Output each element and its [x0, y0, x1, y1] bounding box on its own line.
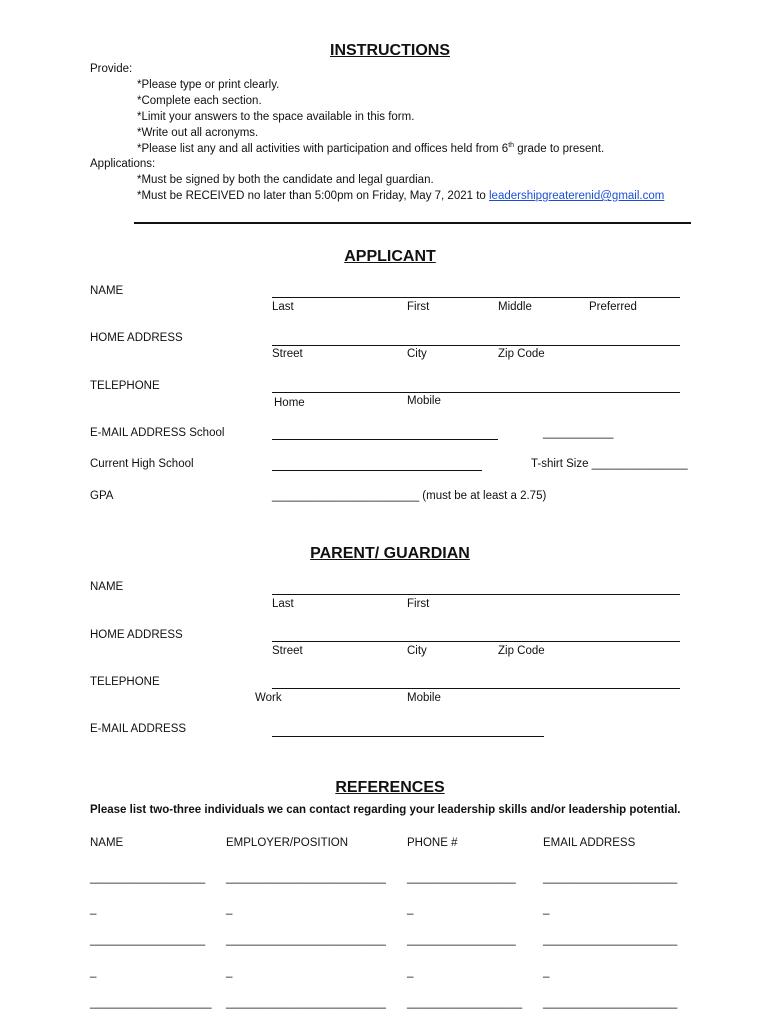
applicant-address-field[interactable]	[272, 345, 680, 346]
applicant-school-email-field[interactable]	[272, 439, 498, 440]
ref-email-field[interactable]: _____________________	[543, 934, 678, 946]
provide-label: Provide:	[90, 63, 133, 75]
current-high-school-field[interactable]	[272, 470, 482, 471]
references-intro: Please list two-three individuals we can contact regarding your leadership skills and/or leadership potential.	[90, 804, 681, 816]
field-sub-label: Work	[255, 692, 282, 704]
parent-name-field[interactable]	[272, 594, 680, 595]
application-item: *Must be signed by both the candidate and legal guardian.	[137, 174, 434, 186]
field-sub-label: First	[407, 301, 430, 313]
applications-label: Applications:	[90, 158, 156, 170]
field-sub-label: Zip Code	[498, 645, 545, 657]
applicant-name-label: NAME	[90, 285, 124, 297]
field-sub-label: Home	[274, 397, 305, 409]
gpa-label: GPA	[90, 490, 114, 502]
ref-phone-field[interactable]: _	[407, 966, 414, 978]
ref-employer-field[interactable]: _________________________	[226, 934, 386, 946]
parent-email-field[interactable]	[272, 736, 544, 737]
ref-phone-field[interactable]: _________________	[407, 934, 516, 946]
applicant-name-field[interactable]	[272, 297, 680, 298]
references-title: REFERENCES	[335, 779, 445, 796]
field-sub-label: Mobile	[407, 395, 441, 407]
ref-name-field[interactable]: __________________	[90, 872, 206, 884]
instruction-item: *Complete each section.	[137, 95, 262, 107]
field-sub-label: City	[407, 348, 427, 360]
contact-email-link[interactable]: leadershipgreaterenid@gmail.com	[489, 190, 665, 202]
deadline-text: *Must be RECEIVED no later than 5:00pm on Friday, May 7, 2021 to	[137, 190, 489, 202]
ordinal-suffix: th	[508, 142, 515, 149]
field-sub-label: Street	[272, 348, 303, 360]
applicant-title: APPLICANT	[344, 248, 436, 265]
field-sub-label: First	[407, 598, 430, 610]
ref-col-employer: EMPLOYER/POSITION	[226, 837, 349, 849]
ref-email-field[interactable]: _____________________	[543, 872, 678, 884]
field-sub-label: Mobile	[407, 692, 441, 704]
application-item-deadline	[137, 190, 664, 202]
ref-name-field[interactable]: _	[90, 966, 97, 978]
activities-text-end: grade to present.	[514, 142, 605, 155]
parent-phone-label: TELEPHONE	[90, 676, 160, 688]
ref-employer-field[interactable]: _________________________	[226, 997, 386, 1009]
ref-phone-field[interactable]: _	[407, 903, 414, 915]
applicant-email-label: E-MAIL ADDRESS School	[90, 427, 225, 439]
ref-name-field[interactable]: _	[90, 903, 97, 915]
ref-name-field[interactable]: __________________	[90, 934, 206, 946]
current-high-school-label: Current High School	[90, 458, 194, 470]
instruction-item: *Limit your answers to the space available in this form.	[137, 111, 415, 123]
ref-col-name: NAME	[90, 837, 124, 849]
ref-employer-field[interactable]: _	[226, 966, 233, 978]
gpa-field[interactable]: _______________________ (must be at least a 2.75)	[272, 490, 547, 502]
field-sub-label: Zip Code	[498, 348, 545, 360]
applicant-address-label: HOME ADDRESS	[90, 332, 183, 344]
field-sub-label: Last	[272, 598, 294, 610]
field-sub-label: Preferred	[589, 301, 637, 313]
parent-name-label: NAME	[90, 581, 124, 593]
field-sub-label: Last	[272, 301, 294, 313]
instruction-item: *Please type or print clearly.	[137, 79, 280, 91]
field-sub-label: Middle	[498, 301, 532, 313]
instruction-item: *Write out all acronyms.	[137, 127, 259, 139]
ref-email-field[interactable]: _	[543, 966, 550, 978]
field-sub-label: City	[407, 645, 427, 657]
section-divider	[134, 222, 691, 224]
parent-address-field[interactable]	[272, 641, 680, 642]
parent-address-label: HOME ADDRESS	[90, 629, 183, 641]
ref-phone-field[interactable]: __________________	[407, 997, 523, 1009]
ref-email-field[interactable]: _	[543, 903, 550, 915]
ref-col-email: EMAIL ADDRESS	[543, 837, 636, 849]
ref-col-phone: PHONE #	[407, 837, 458, 849]
applicant-phone-label: TELEPHONE	[90, 380, 160, 392]
activities-text: *Please list any and all activities with participation and offices held from 6	[137, 142, 509, 155]
applicant-phone-field[interactable]	[272, 392, 680, 393]
field-sub-label: Street	[272, 645, 303, 657]
instruction-item-activities	[137, 142, 604, 155]
ref-employer-field[interactable]: _	[226, 903, 233, 915]
tshirt-size-field[interactable]: T-shirt Size _______________	[531, 458, 688, 470]
parent-phone-field[interactable]	[272, 688, 680, 689]
ref-phone-field[interactable]: _________________	[407, 872, 516, 884]
ref-employer-field[interactable]: _________________________	[226, 872, 386, 884]
ref-name-field[interactable]: ___________________	[90, 997, 212, 1009]
applicant-email-blank[interactable]: ___________	[543, 427, 614, 439]
parent-guardian-title: PARENT/ GUARDIAN	[310, 545, 470, 562]
ref-email-field[interactable]: _____________________	[543, 997, 678, 1009]
instructions-title: INSTRUCTIONS	[330, 42, 450, 59]
parent-email-label: E-MAIL ADDRESS	[90, 723, 187, 735]
